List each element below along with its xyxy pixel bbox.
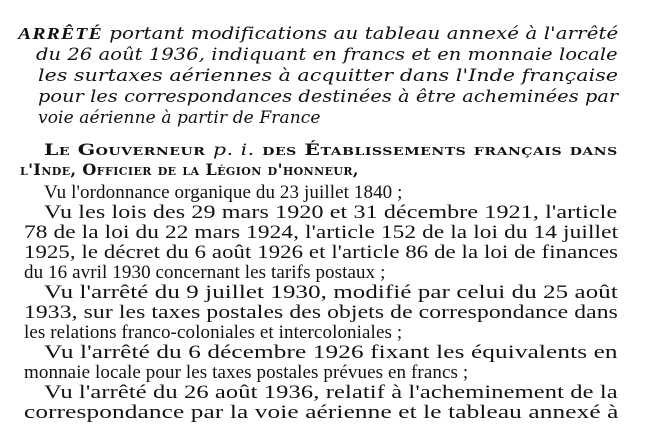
body-line-4: 1925, le décret du 6 août 1926 et l'article 86 de la loi de finances — [24, 242, 619, 263]
authority-line-1: Le Gouverneur p. i. des Établissements français dans — [44, 140, 618, 159]
title-lead: ARRÊTÉ — [18, 24, 103, 43]
body-line-7: 1933, sur les taxes postales des objets de correspondance dans — [24, 302, 618, 323]
body-line-11: Vu l'arrêté du 26 août 1936, relatif à l'acheminement de la — [44, 382, 618, 403]
body-line-10: monnaie locale pour les taxes postales prévues en francs ; — [24, 362, 469, 383]
title-line-3: les surtaxes aériennes à acquitter dans l'Inde française — [38, 66, 619, 86]
body-line-12: correspondance par la voie aérienne et le tableau annexé à — [24, 402, 619, 423]
body-line-5: du 16 avril 1930 concernant les tarifs postaux ; — [24, 262, 386, 283]
body-line-9: Vu l'arrêté du 6 décembre 1926 fixant les équivalents en — [44, 342, 618, 363]
title-line-2: du 26 août 1936, indiquant en francs et en monnaie locale — [36, 45, 618, 65]
body-line-6: Vu l'arrêté du 9 juillet 1930, modifié par celui du 25 août — [44, 282, 618, 303]
title-line-5: voie aérienne à partir de France — [38, 108, 321, 128]
title-line-4: pour les correspondances destinées à être acheminées par — [38, 87, 619, 107]
body-line-3: 78 de la loi du 22 mars 1924, l'article 152 de la loi du 14 juillet — [24, 222, 619, 243]
title-line-1: ARRÊTÉ portant modifications au tableau annexé à l'arrêté — [18, 24, 619, 44]
body-line-1: Vu l'ordonnance organique du 23 juillet 1840 ; — [44, 182, 403, 203]
body-line-8: les relations franco-coloniales et intercoloniales ; — [24, 322, 403, 343]
body-line-2: Vu les lois des 29 mars 1920 et 31 décembre 1921, l'article — [44, 202, 618, 223]
authority-line-2: l'Inde, Officier de la Légion d'honneur, — [20, 160, 359, 179]
